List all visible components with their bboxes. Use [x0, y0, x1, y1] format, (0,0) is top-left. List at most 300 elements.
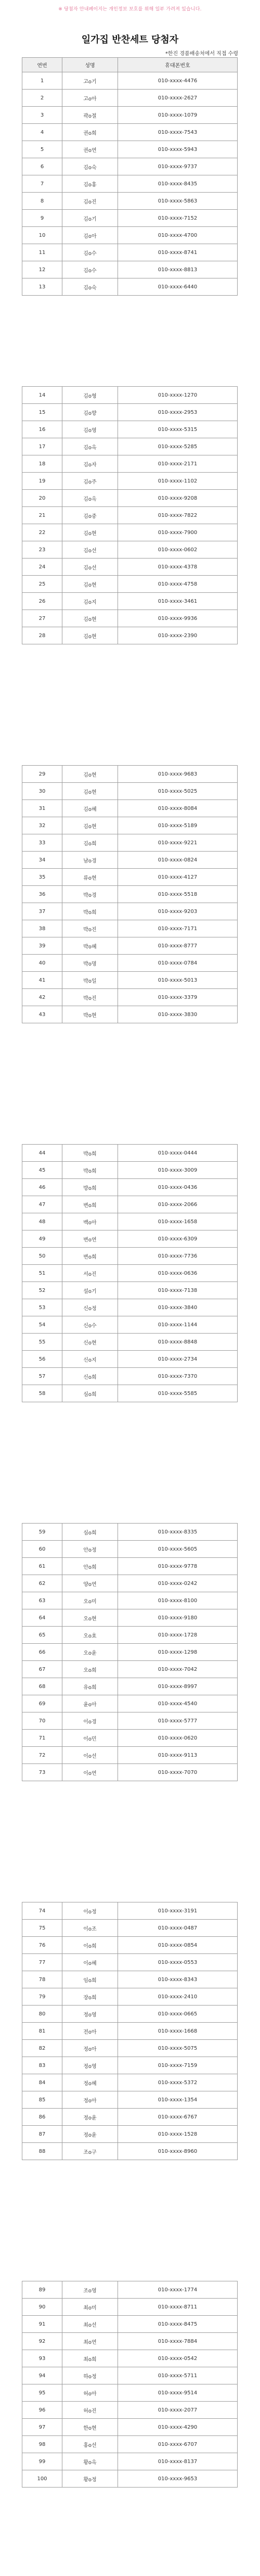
table-row	[22, 193, 238, 210]
table-row	[22, 2402, 238, 2419]
name-cell: 김o혜	[62, 800, 118, 817]
seq-cell: 27	[22, 610, 62, 627]
table-row	[22, 903, 238, 920]
table-row	[22, 524, 238, 541]
seq-cell: 91	[22, 2316, 62, 2333]
table-row	[22, 1902, 238, 1920]
phone-cell: 010-xxxx-8335	[118, 1524, 238, 1541]
seq-cell: 76	[22, 1937, 62, 1954]
phone-cell: 010-xxxx-4127	[118, 869, 238, 886]
name-cell: 김o옥	[62, 438, 118, 455]
seq-cell: 24	[22, 559, 62, 576]
name-cell: 박o현	[62, 1006, 118, 1023]
name-cell: 김o현	[62, 627, 118, 644]
phone-cell: 010-xxxx-1774	[118, 2281, 238, 2299]
name-cell: 오o윤	[62, 1644, 118, 1661]
phone-cell: 010-xxxx-7042	[118, 1661, 238, 1678]
name-cell: 김o아	[62, 227, 118, 244]
name-cell: 이o경	[62, 1712, 118, 1730]
phone-cell: 010-xxxx-7900	[118, 524, 238, 541]
seq-cell: 68	[22, 1678, 62, 1695]
table-row	[22, 490, 238, 507]
phone-cell: 010-xxxx-8435	[118, 175, 238, 193]
table-row	[22, 438, 238, 455]
seq-cell: 98	[22, 2436, 62, 2453]
seq-cell: 90	[22, 2299, 62, 2316]
table-row	[22, 141, 238, 158]
seq-cell: 16	[22, 421, 62, 438]
winner-table	[22, 1144, 238, 1402]
name-cell: 홍o선	[62, 2436, 118, 2453]
table-row	[22, 1592, 238, 1609]
seq-cell: 8	[22, 193, 62, 210]
table-row	[22, 1954, 238, 1971]
name-cell: 박o진	[62, 920, 118, 937]
name-cell: 신o정	[62, 1299, 118, 1316]
seq-cell: 39	[22, 937, 62, 955]
table-row	[22, 2453, 238, 2470]
table-row	[22, 2126, 238, 2143]
table-row	[22, 1265, 238, 1282]
seq-cell: 46	[22, 1179, 62, 1196]
name-cell: 이o연	[62, 1764, 118, 1781]
seq-cell: 86	[22, 2109, 62, 2126]
table-row	[22, 72, 238, 90]
phone-cell: 010-xxxx-7171	[118, 920, 238, 937]
phone-cell: 010-xxxx-9936	[118, 610, 238, 627]
table-row	[22, 1695, 238, 1712]
seq-cell: 99	[22, 2453, 62, 2470]
phone-cell: 010-xxxx-6440	[118, 278, 238, 296]
name-cell: 김o현	[62, 524, 118, 541]
phone-cell: 010-xxxx-7370	[118, 1368, 238, 1385]
table-row	[22, 593, 238, 610]
seq-cell: 21	[22, 507, 62, 524]
table-row	[22, 1368, 238, 1385]
table-row	[22, 2367, 238, 2384]
phone-cell: 010-xxxx-8137	[118, 2453, 238, 2470]
table-row	[22, 886, 238, 903]
seq-cell: 25	[22, 576, 62, 593]
table-row	[22, 989, 238, 1006]
table-row	[22, 2316, 238, 2333]
table-row	[22, 2333, 238, 2350]
table-row	[22, 2040, 238, 2057]
table-row	[22, 387, 238, 404]
name-cell: 김o현	[62, 576, 118, 593]
name-cell: 이o선	[62, 1747, 118, 1764]
table-row	[22, 1524, 238, 1541]
seq-cell: 35	[22, 869, 62, 886]
phone-cell: 010-xxxx-9113	[118, 1747, 238, 1764]
phone-cell: 010-xxxx-5605	[118, 1541, 238, 1558]
column-header: 휴대폰번호	[118, 58, 238, 72]
table-row	[22, 766, 238, 783]
name-cell: 장o희	[62, 1988, 118, 2006]
phone-cell: 010-xxxx-2390	[118, 627, 238, 644]
name-cell: 이o조	[62, 1920, 118, 1937]
delivery-note: *한진 경품배송처에서 직접 수령	[165, 51, 238, 57]
seq-cell: 36	[22, 886, 62, 903]
table-row	[22, 1145, 238, 1162]
phone-cell: 010-xxxx-5189	[118, 817, 238, 834]
seq-cell: 70	[22, 1712, 62, 1730]
name-cell: 권o연	[62, 141, 118, 158]
table-row	[22, 1196, 238, 1213]
seq-cell: 4	[22, 124, 62, 141]
name-cell: 박o희	[62, 1162, 118, 1179]
name-cell: 최o연	[62, 2333, 118, 2350]
table-row	[22, 2091, 238, 2109]
name-cell: 남o경	[62, 852, 118, 869]
seq-cell: 81	[22, 2023, 62, 2040]
phone-cell: 010-xxxx-2171	[118, 455, 238, 473]
phone-cell: 010-xxxx-5372	[118, 2074, 238, 2091]
table-row	[22, 869, 238, 886]
phone-cell: 010-xxxx-8813	[118, 261, 238, 278]
name-cell: 백o아	[62, 1213, 118, 1230]
seq-cell: 15	[22, 404, 62, 421]
phone-cell: 010-xxxx-8475	[118, 2316, 238, 2333]
name-cell: 한o현	[62, 2419, 118, 2436]
seq-cell: 57	[22, 1368, 62, 1385]
name-cell: 오o효	[62, 1627, 118, 1644]
phone-cell: 010-xxxx-2410	[118, 1988, 238, 2006]
table-row	[22, 1230, 238, 1248]
name-cell: 정o아	[62, 2040, 118, 2057]
table-row	[22, 1712, 238, 1730]
name-cell: 정o아	[62, 2091, 118, 2109]
name-cell: 변o희	[62, 1196, 118, 1213]
phone-cell: 010-xxxx-3009	[118, 1162, 238, 1179]
table-row	[22, 972, 238, 989]
phone-cell: 010-xxxx-8711	[118, 2299, 238, 2316]
phone-cell: 010-xxxx-1528	[118, 2126, 238, 2143]
table-row	[22, 1282, 238, 1299]
phone-cell: 010-xxxx-3379	[118, 989, 238, 1006]
table-row	[22, 1920, 238, 1937]
name-cell: 심o희	[62, 1385, 118, 1402]
seq-cell: 50	[22, 1248, 62, 1265]
phone-cell: 010-xxxx-7543	[118, 124, 238, 141]
name-cell: 오o희	[62, 1661, 118, 1678]
phone-cell: 010-xxxx-7138	[118, 1282, 238, 1299]
phone-cell: 010-xxxx-1270	[118, 387, 238, 404]
phone-cell: 010-xxxx-9208	[118, 490, 238, 507]
seq-cell: 17	[22, 438, 62, 455]
seq-cell: 9	[22, 210, 62, 227]
table-row	[22, 455, 238, 473]
seq-cell: 93	[22, 2350, 62, 2367]
phone-cell: 010-xxxx-9683	[118, 766, 238, 783]
name-cell: 신o지	[62, 1351, 118, 1368]
table-row	[22, 1609, 238, 1627]
name-cell: 김o주	[62, 473, 118, 490]
phone-cell: 010-xxxx-0436	[118, 1179, 238, 1196]
table-row	[22, 1351, 238, 1368]
seq-cell: 44	[22, 1145, 62, 1162]
phone-cell: 010-xxxx-0665	[118, 2006, 238, 2023]
name-cell: 조o영	[62, 2281, 118, 2299]
seq-cell: 7	[22, 175, 62, 193]
table-row	[22, 124, 238, 141]
seq-cell: 6	[22, 158, 62, 175]
name-cell: 최o희	[62, 2350, 118, 2367]
name-cell: 신o희	[62, 1368, 118, 1385]
seq-cell: 38	[22, 920, 62, 937]
seq-cell: 32	[22, 817, 62, 834]
seq-cell: 88	[22, 2143, 62, 2160]
seq-cell: 79	[22, 1988, 62, 2006]
phone-cell: 010-xxxx-0824	[118, 852, 238, 869]
name-cell: 신o현	[62, 1334, 118, 1351]
phone-cell: 010-xxxx-0487	[118, 1920, 238, 1937]
name-cell: 하o정	[62, 2367, 118, 2384]
table-row	[22, 920, 238, 937]
name-cell: 김o현	[62, 766, 118, 783]
phone-cell: 010-xxxx-0553	[118, 1954, 238, 1971]
seq-cell: 72	[22, 1747, 62, 1764]
seq-cell: 66	[22, 1644, 62, 1661]
seq-cell: 45	[22, 1162, 62, 1179]
table-row	[22, 2299, 238, 2316]
seq-cell: 69	[22, 1695, 62, 1712]
name-cell: 박o일	[62, 972, 118, 989]
table-row	[22, 2350, 238, 2367]
seq-cell: 48	[22, 1213, 62, 1230]
name-cell: 곽o절	[62, 107, 118, 124]
name-cell: 박o진	[62, 989, 118, 1006]
name-cell: 정o영	[62, 2006, 118, 2023]
seq-cell: 54	[22, 1316, 62, 1334]
table-row	[22, 576, 238, 593]
seq-cell: 78	[22, 1971, 62, 1988]
name-cell: 박o희	[62, 1145, 118, 1162]
name-cell: 김o영	[62, 421, 118, 438]
table-row	[22, 2419, 238, 2436]
winner-table	[22, 1523, 238, 1781]
table-row	[22, 1971, 238, 1988]
seq-cell: 55	[22, 1334, 62, 1351]
name-cell: 김o향	[62, 404, 118, 421]
name-cell: 서o진	[62, 1265, 118, 1282]
table-row	[22, 2006, 238, 2023]
seq-cell: 34	[22, 852, 62, 869]
name-cell: 정o윤	[62, 2109, 118, 2126]
name-cell: 조o구	[62, 2143, 118, 2160]
name-cell: 황o정	[62, 2470, 118, 2488]
seq-cell: 23	[22, 541, 62, 559]
seq-cell: 84	[22, 2074, 62, 2091]
name-cell: 오o현	[62, 1609, 118, 1627]
seq-cell: 19	[22, 473, 62, 490]
table-row	[22, 2109, 238, 2126]
phone-cell: 010-xxxx-9778	[118, 1558, 238, 1575]
seq-cell: 1	[22, 72, 62, 90]
phone-cell: 010-xxxx-8084	[118, 800, 238, 817]
seq-cell: 29	[22, 766, 62, 783]
winner-table	[22, 765, 238, 1023]
table-row	[22, 1747, 238, 1764]
name-cell: 김o중	[62, 507, 118, 524]
seq-cell: 67	[22, 1661, 62, 1678]
table-row	[22, 158, 238, 175]
table-row	[22, 2281, 238, 2299]
name-cell: 유o희	[62, 1678, 118, 1695]
seq-cell: 28	[22, 627, 62, 644]
phone-cell: 010-xxxx-3191	[118, 1902, 238, 1920]
phone-cell: 010-xxxx-5285	[118, 438, 238, 455]
phone-cell: 010-xxxx-3840	[118, 1299, 238, 1316]
phone-cell: 010-xxxx-1658	[118, 1213, 238, 1230]
name-cell: 윤o아	[62, 1695, 118, 1712]
phone-cell: 010-xxxx-4700	[118, 227, 238, 244]
name-cell: 신o수	[62, 1316, 118, 1334]
name-cell: 오o미	[62, 1592, 118, 1609]
name-cell: 김o현	[62, 817, 118, 834]
table-row	[22, 783, 238, 800]
phone-cell: 010-xxxx-6309	[118, 1230, 238, 1248]
name-cell: 박o희	[62, 903, 118, 920]
seq-cell: 47	[22, 1196, 62, 1213]
table-row	[22, 244, 238, 261]
phone-cell: 010-xxxx-7152	[118, 210, 238, 227]
seq-cell: 11	[22, 244, 62, 261]
phone-cell: 010-xxxx-1354	[118, 2091, 238, 2109]
seq-cell: 49	[22, 1230, 62, 1248]
name-cell: 이o혜	[62, 1954, 118, 1971]
page-title: 일가집 반찬세트 당첨자	[81, 34, 179, 45]
seq-cell: 2	[22, 90, 62, 107]
phone-cell: 010-xxxx-5075	[118, 2040, 238, 2057]
seq-cell: 92	[22, 2333, 62, 2350]
name-cell: 설o기	[62, 1282, 118, 1299]
seq-cell: 14	[22, 387, 62, 404]
phone-cell: 010-xxxx-9221	[118, 834, 238, 852]
seq-cell: 26	[22, 593, 62, 610]
seq-cell: 74	[22, 1902, 62, 1920]
seq-cell: 63	[22, 1592, 62, 1609]
table-row	[22, 507, 238, 524]
seq-cell: 94	[22, 2367, 62, 2384]
name-cell: 전o아	[62, 2023, 118, 2040]
name-cell: 김o진	[62, 193, 118, 210]
name-cell: 최o선	[62, 2316, 118, 2333]
seq-cell: 51	[22, 1265, 62, 1282]
seq-cell: 30	[22, 783, 62, 800]
table-row	[22, 1541, 238, 1558]
table-row	[22, 2143, 238, 2160]
phone-cell: 010-xxxx-5518	[118, 886, 238, 903]
seq-cell: 95	[22, 2384, 62, 2402]
table-row	[22, 800, 238, 817]
name-cell: 고o아	[62, 90, 118, 107]
table-row	[22, 2436, 238, 2453]
phone-cell: 010-xxxx-2627	[118, 90, 238, 107]
seq-cell: 13	[22, 278, 62, 296]
name-cell: 김o숙	[62, 158, 118, 175]
seq-cell: 83	[22, 2057, 62, 2074]
phone-cell: 010-xxxx-9653	[118, 2470, 238, 2488]
name-cell: 김o현	[62, 783, 118, 800]
seq-cell: 87	[22, 2126, 62, 2143]
seq-cell: 43	[22, 1006, 62, 1023]
table-row	[22, 1730, 238, 1747]
name-cell: 박o혜	[62, 937, 118, 955]
phone-cell: 010-xxxx-2066	[118, 1196, 238, 1213]
seq-cell: 82	[22, 2040, 62, 2057]
table-row	[22, 404, 238, 421]
name-cell: 김o선	[62, 541, 118, 559]
winner-table	[22, 1902, 238, 2160]
phone-cell: 010-xxxx-5943	[118, 141, 238, 158]
seq-cell: 53	[22, 1299, 62, 1316]
name-cell: 방o희	[62, 1179, 118, 1196]
table-row	[22, 1764, 238, 1781]
seq-cell: 42	[22, 989, 62, 1006]
name-cell: 김o기	[62, 210, 118, 227]
name-cell: 고o기	[62, 72, 118, 90]
table-row	[22, 278, 238, 296]
seq-cell: 20	[22, 490, 62, 507]
name-cell: 김o희	[62, 834, 118, 852]
table-row	[22, 1385, 238, 1402]
phone-cell: 010-xxxx-1079	[118, 107, 238, 124]
phone-cell: 010-xxxx-7884	[118, 2333, 238, 2350]
phone-cell: 010-xxxx-0620	[118, 1730, 238, 1747]
seq-cell: 22	[22, 524, 62, 541]
table-row	[22, 610, 238, 627]
phone-cell: 010-xxxx-5315	[118, 421, 238, 438]
table-row	[22, 1334, 238, 1351]
name-cell: 허o진	[62, 2402, 118, 2419]
seq-cell: 85	[22, 2091, 62, 2109]
table-row	[22, 852, 238, 869]
table-row	[22, 1678, 238, 1695]
name-cell: 김o홍	[62, 175, 118, 193]
seq-cell: 62	[22, 1575, 62, 1592]
phone-cell: 010-xxxx-0542	[118, 2350, 238, 2367]
table-row	[22, 955, 238, 972]
seq-cell: 58	[22, 1385, 62, 1402]
phone-cell: 010-xxxx-5585	[118, 1385, 238, 1402]
table-row	[22, 175, 238, 193]
phone-cell: 010-xxxx-3830	[118, 1006, 238, 1023]
phone-cell: 010-xxxx-8343	[118, 1971, 238, 1988]
table-row	[22, 2470, 238, 2488]
seq-cell: 10	[22, 227, 62, 244]
seq-cell: 71	[22, 1730, 62, 1747]
name-cell: 권o희	[62, 124, 118, 141]
table-row	[22, 90, 238, 107]
phone-cell: 010-xxxx-1102	[118, 473, 238, 490]
name-cell: 김o현	[62, 610, 118, 627]
table-row	[22, 1299, 238, 1316]
name-cell: 정o윤	[62, 2126, 118, 2143]
name-cell: 김o형	[62, 387, 118, 404]
name-cell: 김o수	[62, 261, 118, 278]
table-row	[22, 1248, 238, 1265]
name-cell: 정o영	[62, 2057, 118, 2074]
name-cell: 김o자	[62, 455, 118, 473]
table-row	[22, 421, 238, 438]
name-cell: 류o현	[62, 869, 118, 886]
seq-cell: 5	[22, 141, 62, 158]
seq-cell: 3	[22, 107, 62, 124]
phone-cell: 010-xxxx-7736	[118, 1248, 238, 1265]
name-cell: 김o옥	[62, 490, 118, 507]
table-row	[22, 817, 238, 834]
